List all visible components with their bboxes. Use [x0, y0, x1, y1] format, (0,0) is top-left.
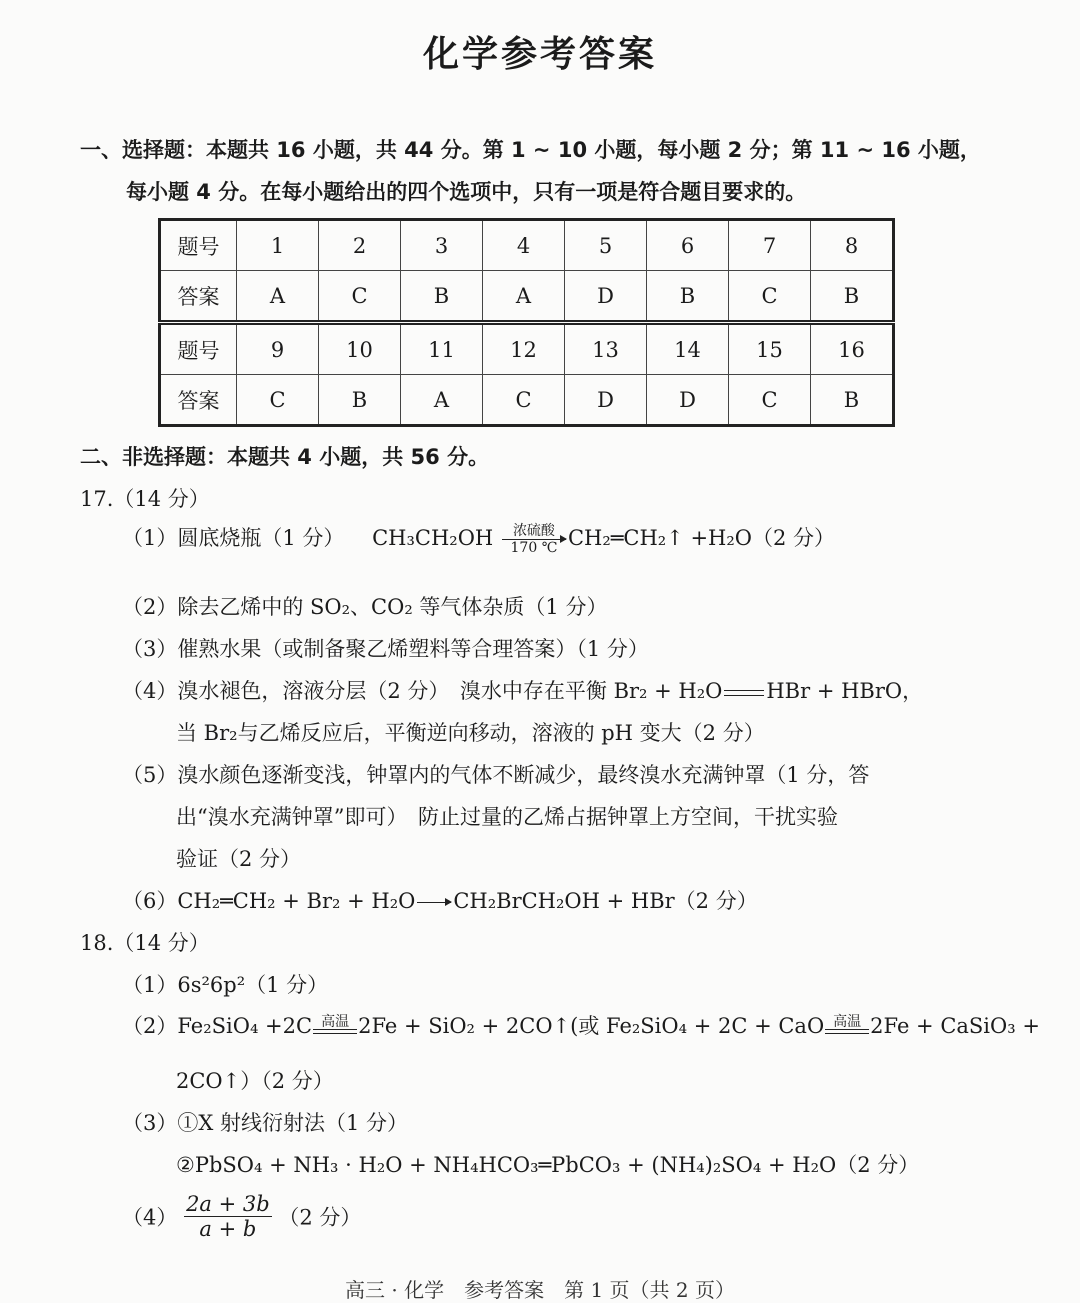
q-number: 15: [729, 323, 811, 375]
page-footer: 高三 · 化学 参考答案 第 1 页（共 2 页）: [345, 1278, 735, 1302]
q18-part1: （1）6s²6p²（1 分）: [122, 973, 329, 997]
answer-cell: C: [729, 271, 811, 323]
q-number: 16: [811, 323, 894, 375]
q-number: 7: [729, 220, 811, 271]
section1-intro-line1: 一、选择题：本题共 16 小题，共 44 分。第 1 ~ 10 小题，每小题 2 分；第 11 ~ 16 小题，: [80, 138, 981, 162]
answer-cell: A: [483, 271, 565, 323]
q18-p2-a: （2）Fe₂SiO₄ +2C: [122, 1014, 313, 1038]
q17-p1-product: CH₂═CH₂↑ +H₂O（2 分）: [567, 526, 836, 550]
q-number: 6: [647, 220, 729, 271]
q17-part1: [122, 522, 835, 556]
q-number: 4: [483, 220, 565, 271]
q-number: 5: [565, 220, 647, 271]
q17-p1-cond-top: 浓硫酸: [512, 523, 555, 539]
q18-part4: [122, 1192, 361, 1241]
q17-p1-cond-bot: 170 ℃: [510, 540, 558, 556]
q17-part4-line1: [122, 675, 923, 705]
q17-part3: （3）催熟水果（或制备聚乙烯塑料等合理答案）（1 分）: [122, 637, 649, 661]
q-label: 题号: [160, 323, 237, 375]
q17-part5-line2: 出“溴水充满钟罩”即可） 防止过量的乙烯占据钟罩上方空间，干扰实验: [176, 805, 838, 829]
section1-intro-line2: 每小题 4 分。在每小题给出的四个选项中，只有一项是符合题目要求的。: [126, 180, 807, 204]
q18-header: 18.（14 分）: [80, 931, 210, 955]
q-number: 13: [565, 323, 647, 375]
answer-cell: C: [237, 375, 319, 426]
q18-p2-cond-2: 高温: [833, 1014, 862, 1030]
q-number: 1: [237, 220, 319, 271]
a-label: 答案: [160, 271, 237, 323]
q18-p2-c: 2Fe + CaSiO₃ +: [870, 1014, 1040, 1038]
answer-cell: A: [237, 271, 319, 323]
reaction-arrow-icon: [502, 523, 566, 556]
q17-part5-line3: 验证（2 分）: [176, 847, 302, 871]
answer-cell: D: [565, 271, 647, 323]
reaction-arrow-icon: [417, 902, 451, 903]
equilibrium-arrow-icon: [724, 689, 764, 697]
q18-p4-score: （2 分）: [278, 1205, 362, 1230]
q-number: 10: [319, 323, 401, 375]
answer-cell: C: [319, 271, 401, 323]
q18-part2-line2: 2CO↑）（2 分）: [176, 1069, 334, 1093]
q18-part2-line1: [122, 1010, 1040, 1040]
section2-heading: 二、非选择题：本题共 4 小题，共 56 分。: [80, 445, 490, 469]
q-number: 9: [237, 323, 319, 375]
a-label: 答案: [160, 375, 237, 426]
q18-p4-label: （4）: [122, 1205, 178, 1230]
equals-condition-icon: [313, 1015, 357, 1040]
table-row-answers-1: [160, 271, 894, 323]
q17-p6-b: CH₂BrCH₂OH + HBr（2 分）: [453, 889, 758, 913]
table-row-numbers-2: [160, 323, 894, 375]
answer-cell: D: [565, 375, 647, 426]
q18-p3-label: （3）: [122, 1111, 178, 1135]
answer-cell: C: [483, 375, 565, 426]
q-number: 3: [401, 220, 483, 271]
answer-cell: D: [647, 375, 729, 426]
q-number: 12: [483, 323, 565, 375]
fraction-numerator: 2a + 3b: [186, 1192, 270, 1216]
answer-cell: B: [401, 271, 483, 323]
q17-header: 17.（14 分）: [80, 487, 210, 511]
q17-p1-label: （1）: [122, 526, 178, 550]
answer-cell: B: [811, 271, 894, 323]
q-label: 题号: [160, 220, 237, 271]
q18-p3-1: ①X 射线衍射法（1 分）: [177, 1111, 409, 1135]
q-number: 8: [811, 220, 894, 271]
q-number: 2: [319, 220, 401, 271]
page-title: 化学参考答案: [422, 34, 657, 75]
answer-table: [158, 218, 895, 427]
q17-p6-a: （6）CH₂═CH₂ + Br₂ + H₂O: [122, 889, 416, 913]
q17-part4-line2: 当 Br₂与乙烯反应后，平衡逆向移动，溶液的 pH 变大（2 分）: [176, 721, 765, 745]
q17-p4-a: （4）溴水褪色，溶液分层（2 分） 溴水中存在平衡 Br₂ + H₂O: [122, 679, 723, 703]
answer-cell: C: [729, 375, 811, 426]
answer-cell: B: [319, 375, 401, 426]
q17-p1-text: 圆底烧瓶（1 分）: [177, 526, 345, 550]
q18-part3-line1: [122, 1107, 408, 1137]
q18-p2-b: 2Fe + SiO₂ + 2CO↑(或 Fe₂SiO₄ + 2C + CaO: [358, 1014, 825, 1038]
q17-part5-line1: （5）溴水颜色逐渐变浅，钟罩内的气体不断减少，最终溴水充满钟罩（1 分，答: [122, 763, 870, 787]
answer-cell: B: [811, 375, 894, 426]
q17-part2: （2）除去乙烯中的 SO₂、CO₂ 等气体杂质（1 分）: [122, 595, 608, 619]
q18-p2-cond: 高温: [321, 1014, 350, 1030]
table-row-numbers-1: [160, 220, 894, 271]
q18-part3-line2: ②PbSO₄ + NH₃ · H₂O + NH₄HCO₃═PbCO₃ + (NH₄)₂SO₄ + H₂O（2 分）: [176, 1153, 920, 1177]
answer-cell: B: [647, 271, 729, 323]
q-number: 11: [401, 323, 483, 375]
q17-p4-b: HBr + HBrO，: [766, 679, 924, 703]
table-row-answers-2: [160, 375, 894, 426]
equals-condition-icon: [825, 1015, 869, 1040]
q17-p1-reactant: CH₃CH₂OH: [372, 526, 494, 550]
fraction: [184, 1192, 272, 1241]
fraction-denominator: a + b: [199, 1217, 257, 1241]
q17-part6: [122, 885, 758, 915]
q-number: 14: [647, 323, 729, 375]
answer-cell: A: [401, 375, 483, 426]
